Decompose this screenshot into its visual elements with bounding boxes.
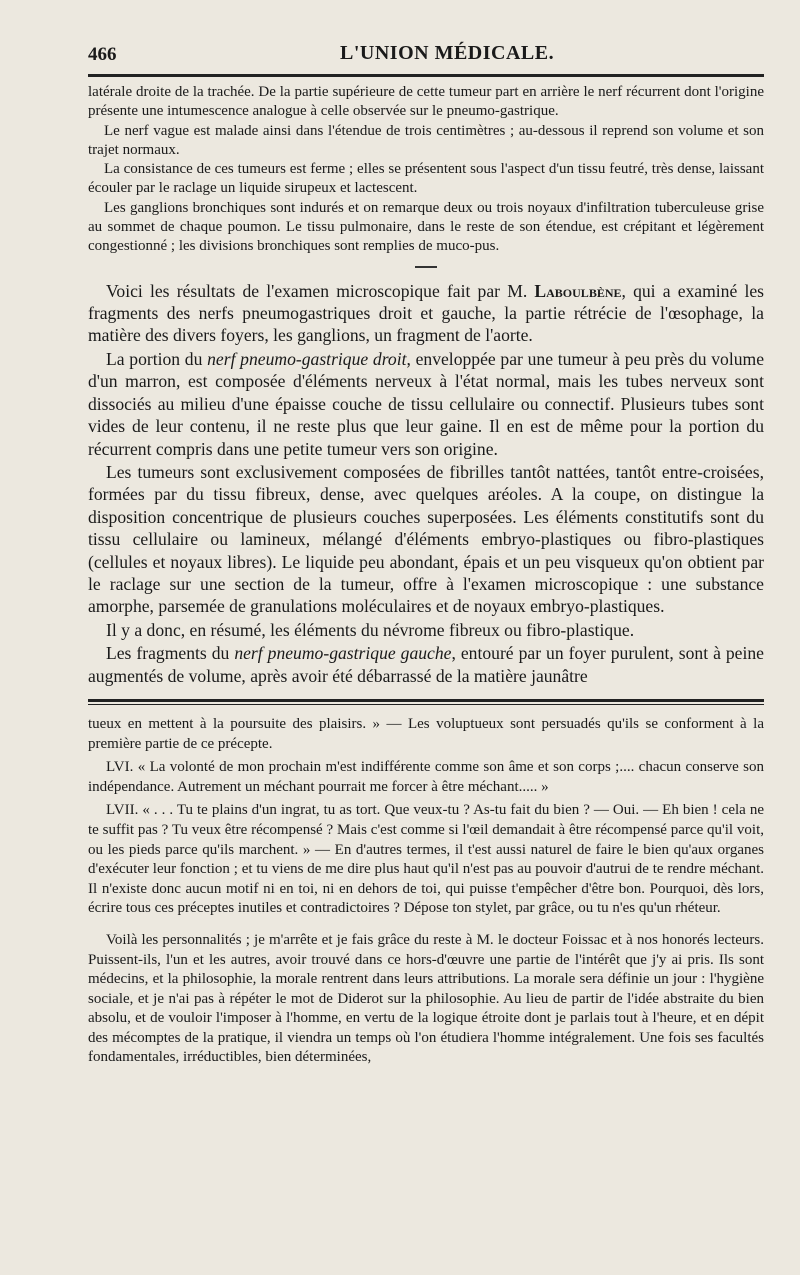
paragraph [88,642,764,687]
running-title: L'UNION MÉDICALE. [340,42,555,64]
paragraph [88,348,764,460]
page-header [88,40,764,72]
paragraph: Les ganglions bronchiques sont indurés et on remarque deux ou trois noyaux d'infiltration tuberculeuse grise au sommet de chaque poumon. Le tissu pulmonaire, dans le reste de son étendue, est crépitant et légèrement congestionné ; les divisions bronchiques sont remplies de muco-pus. [88,199,764,255]
text-run: , qui a examiné les fragments des nerfs pneumogastriques droit et gauche, la partie rétrécie de l'œsophage, la matière des divers foyers, les ganglions, un fragment de l'aorte. [88,280,764,346]
text-run: , entouré par un foyer purulent, sont à peine augmentés de volume, après avoir été débarrassé de la matière jaunâtre [88,643,764,686]
paragraph: LVI. « La volonté de mon prochain m'est indifférente comme son âme et son corps ;.... chacun conserve son indépendance. Autrement un méchant pourrait me forcer à être méchant..... » [88,759,764,795]
autopsy-section [88,83,764,257]
spacer [88,923,764,931]
paragraph: La consistance de ces tumeurs est ferme ; elles se présentent sous l'aspect d'un tissu feutré, très dense, laissant écouler par le raclage un liquide sirupeux et lactescent. [88,161,764,197]
paragraph: Il y a donc, en résumé, les éléments du névrome fibreux ou fibro-plastique. [106,619,635,640]
feuilleton-section [88,715,764,1068]
paragraph: latérale droite de la trachée. De la partie supérieure de cette tumeur part en arrière le nerf récurrent dont l'origine présente une intumescence analogue à celle observée sur le pneumo-gastrique. [88,84,764,120]
author-name: Laboulbène [534,280,622,301]
page-number: 466 [88,44,117,65]
paragraph: Le nerf vague est malade ainsi dans l'étendue de trois centimètres ; au-dessous il reprend son volume et son trajet normaux. [88,122,764,158]
text-run: La portion du [106,348,208,369]
feuilleton-divider [88,699,764,705]
italic-term: nerf pneumo-gastrique gauche [234,643,452,664]
text-run: Les fragments du [106,643,235,664]
microscopy-section [88,280,764,687]
paragraph: Les tumeurs sont exclusivement composées de fibrilles tantôt nattées, tantôt entre-croisées, formées par du tissu fibreux, dense, avec quelques aréoles. A la coupe, on distingue la disposition concentrique de plusieurs couches superposées. Les éléments constitutifs sont du tissu cellulaire ou lamineux, mélangé d'éléments embryo-plastiques ou fibro-plastiques (cellules et noyaux libres). Le liquide peu abondant, épais et un peu visqueux qu'on obtient par le raclage sur une section de la tumeur, offre à l'examen microscopique : une substance amorphe, parsemée de granulations moléculaires et de noyaux embryo-plastiques. [88,461,764,617]
paragraph: LVII. « . . . Tu te plains d'un ingrat, tu as tort. Que veux-tu ? As-tu fait du bien ? — Oui. — Eh bien ! cela ne te suffit pas ? Tu veux être récompensé ? Mais c'est comme si l'œil demandait à être récompensé parce qu'il voit, ou les pieds parce qu'ils marchent. » — En d'autres termes, il t'est aussi naturel de faire le bien qu'aux organes d'exécuter leur fonction ; et tu viens de me dire plus haut qu'il n'est pas au pouvoir d'autrui de te rendre méchant. Il n'existe donc aucun motif ni en toi, ni en dehors de toi, qui puisse t'empêcher d'être bon. Pourquoi, dès lors, écrire tous ces préceptes inutiles et contradictoires ? Dépose ton stylet, par grâce, ou tu n'es qu'un rhéteur. [88,802,764,917]
paragraph: tueux en mettent à la poursuite des plaisirs. » — Les voluptueux sont persuadés qu'ils se conforment à la première partie de ce précepte. [88,715,764,752]
text-run: Voici les résultats de l'examen microscopique fait par M. [106,280,535,301]
section-divider [415,266,437,268]
paragraph [88,280,764,347]
text-run: , enveloppée par une tumeur à peu près du volume d'un marron, est composée d'éléments nerveux à l'état normal, mais les tubes nerveux sont dissociés au milieu d'une épaisse couche de tissu cellulaire ou connectif. Plusieurs tubes sont vides de leur contenu, il ne reste plus que leur gaine. Il en est de même pour la portion du récurrent compris dans une petite tumeur vers son origine. [88,348,765,459]
header-rule [88,74,764,77]
paragraph: Voilà les personnalités ; je m'arrête et je fais grâce du reste à M. le docteur Foissac et à nos honorés lecteurs. Puissent-ils, l'un et les autres, avoir trouvé dans ce hors-d'œuvre une partie de l'intérêt que j'y ai pris. Ils sont médecins, et la philosophie, la morale rentrent dans leurs attributions. La morale sera définie un jour : l'hygiène sociale, et je n'ai pas à répéter le mot de Diderot sur la philosophie. Au lieu de partir de l'idée abstraite du bien absolu, et de vouloir l'imposer à l'homme, en vertu de la logique étroite dont je parlais tout à l'heure, et en dépit des mécomptes de la pratique, il viendra un temps où l'on étudiera l'homme intégralement. Une fois ses facultés fondamentales, irréductibles, bien déterminées, [88,931,764,1066]
italic-term: nerf pneumo-gastrique droit [207,348,407,369]
